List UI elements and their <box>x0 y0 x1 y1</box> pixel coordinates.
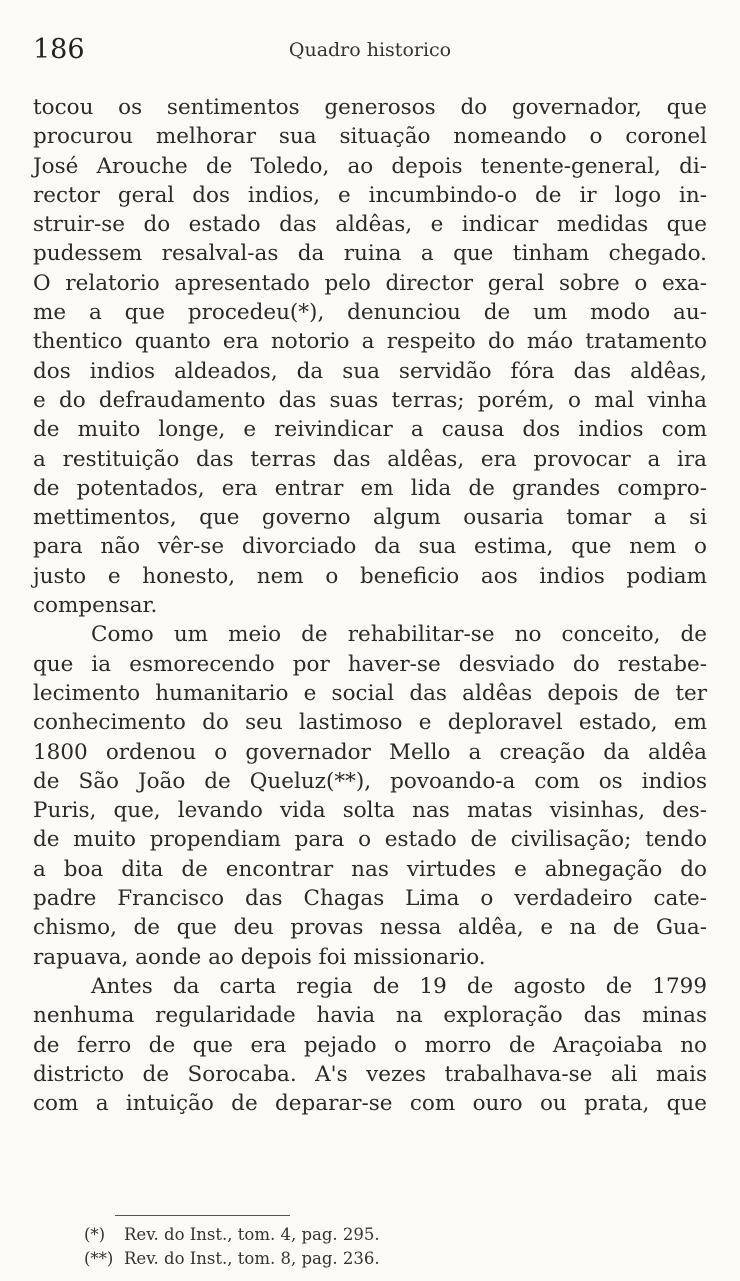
text-line: O relatorio apresentado pelo director geral sobre o exa- <box>33 270 707 296</box>
text-line: padre Francisco das Chagas Lima o verdadeiro cate- <box>33 886 707 912</box>
paragraph <box>33 93 707 620</box>
text-line: com a intuição de deparar-se com ouro ou prata, que <box>33 1091 707 1117</box>
text-line: nenhuma regularidade havia na exploração das minas <box>33 1003 707 1029</box>
text-line: de São João de Queluz(**), povoando-a com os indios <box>33 768 707 794</box>
text-line: mettimentos, que governo algum ousaria tomar a si <box>33 505 707 531</box>
text-line: districto de Sorocaba. A's vezes trabalhava-se ali mais <box>33 1061 707 1087</box>
footnote-marker: (**) <box>84 1249 114 1268</box>
text-line: thentico quanto era notorio a respeito do máo tratamento <box>33 329 707 355</box>
footnote <box>84 1247 644 1271</box>
text-line: a boa dita de encontrar nas virtudes e abnegação do <box>33 856 707 882</box>
body-text <box>33 93 707 1118</box>
footnote-text: Rev. do Inst., tom. 8, pag. 236. <box>124 1249 380 1268</box>
text-line: de muito propendiam para o estado de civilisação; tendo <box>33 827 707 853</box>
text-line: procurou melhorar sua situação nomeando o coronel <box>33 124 707 150</box>
text-line: dos indios aldeados, da sua servidão fóra das aldêas, <box>33 358 707 384</box>
text-line: tocou os sentimentos generosos do governador, que <box>33 95 707 120</box>
text-line: compensar. <box>33 593 158 619</box>
page-header <box>33 32 707 68</box>
text-line: que ia esmorecendo por haver-se desviado do restabe- <box>33 651 707 677</box>
text-line: rector geral dos indios, e incumbindo-o de ir logo in- <box>33 182 707 208</box>
text-line: de ferro de que era pejado o morro de Araçoiaba no <box>33 1032 707 1058</box>
text-line: José Arouche de Toledo, ao depois tenente-general, di- <box>33 153 707 179</box>
text-line: conhecimento do seu lastimoso e deploravel estado, em <box>33 710 707 736</box>
footnote-text: Rev. do Inst., tom. 4, pag. 295. <box>124 1225 380 1244</box>
paragraph <box>33 620 707 972</box>
text-line: me a que procedeu(*), denunciou de um modo au- <box>33 300 707 326</box>
footnotes <box>84 1223 644 1271</box>
text-line: de muito longe, e reivindicar a causa dos indios com <box>33 417 707 443</box>
footnote-divider <box>115 1215 290 1216</box>
text-line: struir-se do estado das aldêas, e indicar medidas que <box>33 212 707 238</box>
text-line: 1800 ordenou o governador Mello a creação da aldêa <box>33 739 707 765</box>
text-line: justo e honesto, nem o beneficio aos indios podiam <box>33 563 707 589</box>
footnote-marker: (*) <box>84 1225 106 1244</box>
text-line: e do defraudamento das suas terras; porém, o mal vinha <box>33 387 707 413</box>
text-line: Como um meio de rehabilitar-se no conceito, de <box>91 622 707 648</box>
paragraph <box>33 972 707 1118</box>
text-line: lecimento humanitario e social das aldêas depois de ter <box>33 680 707 706</box>
text-line: pudessem resalval-as da ruina a que tinham chegado. <box>33 241 707 267</box>
text-line: Antes da carta regia de 19 de agosto de 1799 <box>91 973 707 999</box>
footnote <box>84 1223 644 1247</box>
text-line: Puris, que, levando vida solta nas matas visinhas, des- <box>33 798 707 824</box>
text-line: para não vêr-se divorciado da sua estima, que nem o <box>33 534 707 560</box>
running-title: Quadro historico <box>288 39 452 61</box>
text-line: rapuava, aonde ao depois foi missionario. <box>33 944 486 970</box>
text-line: de potentados, era entrar em lida de grandes compro- <box>33 475 707 501</box>
page-number: 186 <box>33 34 85 65</box>
text-line: chismo, de que deu provas nessa aldêa, e na de Gua- <box>33 915 707 941</box>
text-line: a restituição das terras das aldêas, era provocar a ira <box>33 446 707 472</box>
